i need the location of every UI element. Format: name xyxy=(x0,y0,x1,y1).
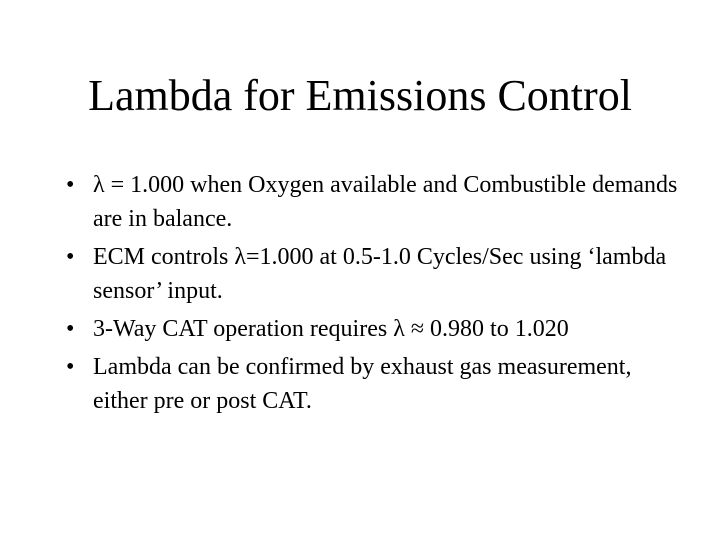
bullet-text: Lambda can be confirmed by exhaust gas measurement, either pre or post CAT. xyxy=(93,354,632,414)
list-item xyxy=(66,350,686,418)
bullet-icon: • xyxy=(66,244,75,270)
bullet-text: 3-Way CAT operation requires λ ≈ 0.980 to 1.020 xyxy=(93,316,569,342)
bullet-list xyxy=(66,168,686,422)
bullet-text: λ = 1.000 when Oxygen available and Combustible demands are in balance. xyxy=(93,172,678,232)
bullet-icon: • xyxy=(66,316,75,342)
list-item xyxy=(66,240,686,308)
slide-title: Lambda for Emissions Control xyxy=(88,71,632,120)
list-item xyxy=(66,168,686,236)
list-item xyxy=(66,312,686,346)
bullet-icon: • xyxy=(66,172,75,198)
bullet-icon: • xyxy=(66,354,75,380)
bullet-text: ECM controls λ=1.000 at 0.5-1.0 Cycles/Sec using ‘lambda sensor’ input. xyxy=(93,244,667,304)
